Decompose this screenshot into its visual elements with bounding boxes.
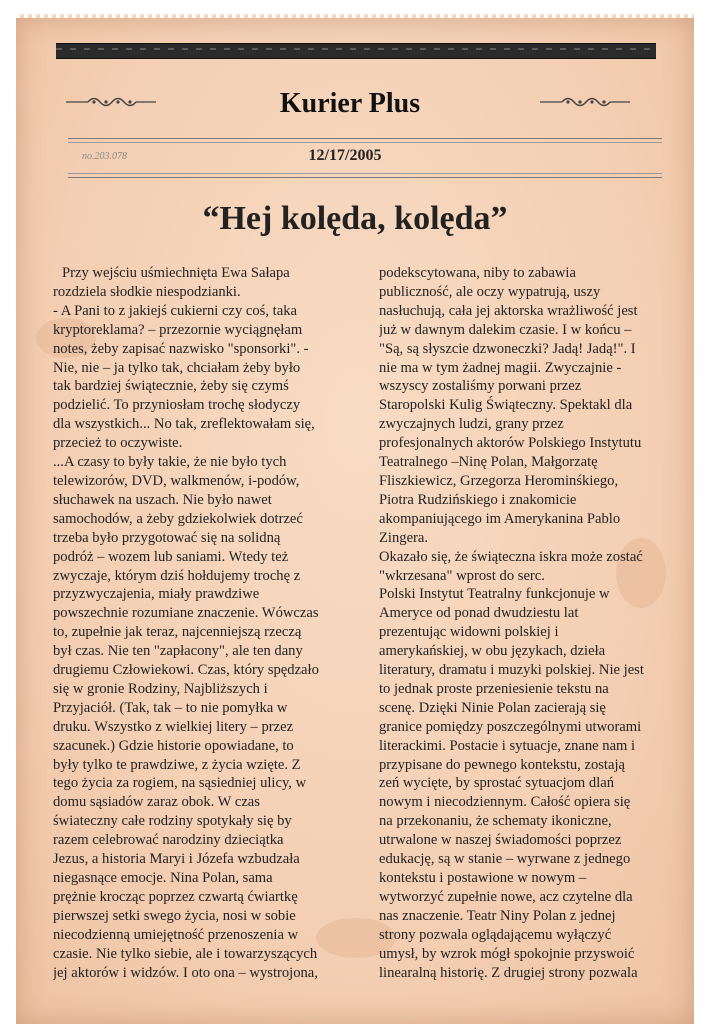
article-headline: “Hej kolęda, kolęda”: [202, 200, 508, 237]
article-line: Okazało się, że świąteczna iskra może zostać: [379, 548, 643, 565]
article-line: na przekonaniu, że schematy ikoniczne,: [379, 813, 612, 830]
article-line: zeń wycięte, by sprostać sytuacjom dlań: [379, 775, 615, 792]
article-line: Teatralnego –Ninę Polan, Małgorzatę: [379, 454, 598, 471]
article-line: publiczność, ale oczy wypatrują, uszy: [379, 283, 601, 300]
article-line: prężnie krocząc poprzez czwartą ćwiartkę: [53, 888, 298, 905]
article-line: zwyczaje, którym dziś hołdujemy trochę z: [53, 567, 301, 584]
article-column-left: [53, 264, 343, 994]
flourish-ornament-icon: [66, 94, 156, 110]
article-column-right: [379, 264, 669, 994]
article-line: umysł, by wzrok mógł spokojnie przyswoić: [379, 945, 635, 962]
article-line: nas znaczenie. Teatr Niny Polan z jednej: [379, 907, 616, 924]
article-line: druku. Wszystko z wielkiej litery – przez: [53, 718, 294, 735]
masthead-decorative-bar: [56, 43, 656, 59]
article-line: rozdziela słodkie niespodzianki.: [53, 283, 241, 300]
article-line: zwyczajnych ludzi, grany przez: [379, 416, 564, 433]
article-line: amerykańskiej, w obu językach, dzieła: [379, 643, 606, 660]
article-line: nasłuchują, cała jej aktorska wrażliwość jest: [379, 302, 638, 319]
article-line: drugiemu Człowiekowi. Czas, który spędzało: [53, 662, 319, 679]
article-line: przecież to oczywiste.: [53, 435, 183, 452]
article-line: linearalną historię. Z drugiej strony pozwala: [379, 964, 638, 981]
article-line: akompaniującego im Amerykanina Pablo: [379, 510, 621, 527]
article-line: granice pomiędzy poszczególnymi utworami: [379, 718, 642, 735]
article-line: edukację, są w stanie – wyrwane z jednego: [379, 851, 631, 868]
article-line: przypisane do pewnego kontekstu, zostają: [379, 756, 625, 773]
article-line: kontekstu i postawione w nowym –: [379, 870, 587, 886]
issue-number: no.203.078: [82, 151, 127, 162]
article-line: był czas. Nie ten "zapłacony", ale ten dany: [53, 643, 303, 660]
article-line: tak bardziej świątecznie, żeby się czymś: [53, 378, 289, 395]
article-line: profesjonalnych aktorów Polskiego Instytutu: [379, 435, 642, 452]
article-line: samochodów, a żeby gdziekolwiek dotrzeć: [53, 510, 303, 527]
article-line: już w dawnym dalekim czasie. I w końcu –: [379, 321, 632, 338]
article-line: telewizorów, DVD, walkmenów, i-podów,: [53, 472, 300, 489]
article-line: podzielić. To przyniosłam trochę słodyczy: [53, 397, 301, 414]
article-line: podróż – wozem lub saniami. Wtedy też: [53, 548, 289, 565]
article-line: ...A czasy to były takie, że nie było tych: [53, 454, 287, 471]
article-line: tego życia za rogiem, na sąsiedniej ulicy, w: [53, 775, 307, 792]
article-line: literatury, dramatu i muzyki polskiej. Nie jest: [379, 662, 644, 679]
article-line: wytworzyć zupełnie nowe, acz czytelne dla: [379, 888, 633, 905]
article-line: się w gronie Rodziny, Najbliższych i: [53, 680, 268, 697]
article-line: kryptoreklama? – przezornie wyciągnęłam: [53, 321, 303, 338]
article-line: Zingera.: [379, 529, 429, 546]
article-line: Jezus, a historia Maryi i Józefa wzbudzała: [53, 851, 300, 868]
article-line: niegasnące emocje. Nina Polan, sama: [53, 870, 273, 886]
article-line: Ameryce od ponad dwudziestu lat: [379, 605, 579, 622]
article-line: trzeba było przygotować się na solidną: [53, 529, 281, 546]
article-line: Piotra Rudzińskiego i znakomicie: [379, 491, 577, 508]
article-line: były tylko te prawdziwe, z życia wzięte. Z: [53, 756, 301, 773]
article-line: razem celebrować narodziny dzieciątka: [53, 832, 284, 849]
article-line: scenę. Dzięki Ninie Polan zacierają się: [379, 699, 606, 716]
article-line: strony pozwala oglądającemu wyłączyć: [379, 926, 612, 943]
article-line: literackimi. Postacie i sytuacje, znane nam i: [379, 737, 636, 754]
flourish-ornament-icon: [540, 94, 630, 110]
article-line: "wkrzesana" wprost do serc.: [379, 567, 545, 584]
article-line: słuchawek na uszach. Nie było nawet: [53, 491, 272, 508]
article-line: dla wszystkich... No tak, zreflektowałam się,: [53, 416, 315, 433]
article-line: czasie. Nie tylko siebie, ale i towarzyszących: [53, 945, 318, 962]
article-line: notes, żeby zapisać nazwisko "sponsorki". -: [53, 340, 309, 357]
article-line: Polski Instytut Teatralny funkcjonuje w: [379, 586, 610, 603]
issue-date: 12/17/2005: [308, 147, 382, 164]
article-line: "Są, są słyszcie dzwoneczki? Jadą! Jadą!". I: [379, 340, 636, 357]
article-line: utrwalone w naszej świadomości poprzez: [379, 832, 622, 849]
article-line: Przy wejściu uśmiechnięta Ewa Sałapa: [62, 265, 290, 281]
article-line: podekscytowana, niby to zabawia: [379, 265, 576, 281]
article-line: przyzwyczajenia, miały prawdziwe: [53, 586, 260, 603]
article-line: wszyscy zostaliśmy porwani przez: [379, 378, 582, 395]
article-line: Przyjaciół. (Tak, tak – to nie pomyłka w: [53, 699, 288, 716]
article-line: świateczny całe rodziny spotykały się by: [53, 813, 292, 830]
article-line: jej aktorów i widzów. I oto ona – wystrojona,: [53, 964, 318, 981]
article-line: domu sąsiadów zaraz obok. W czas: [53, 794, 260, 811]
article-line: pierwszej setki swego życia, nosi w sobie: [53, 907, 296, 924]
article-line: Fliszkiewicz, Grzegorza Herominśkiego,: [379, 472, 619, 489]
article-line: nowym i niecodziennym. Całość opiera się: [379, 794, 631, 811]
article-line: - A Pani to z jakiejś cukierni czy coś, taka: [53, 302, 297, 319]
article-line: Nie, nie – ja tylko tak, chciałam żeby było: [53, 359, 301, 376]
article-line: to, zupełnie jak teraz, najcenniejszą rzeczą: [53, 624, 302, 641]
article-line: szacunek.) Gdzie historie opowiadane, to: [53, 737, 294, 754]
article-line: nie ma w tym żadnej magii. Zwyczajnie -: [379, 359, 622, 376]
newspaper-title: Kurier Plus: [279, 88, 421, 119]
article-line: niecodzienną umiejętność przenoszenia w: [53, 926, 299, 943]
article-line: powszechnie rozumiane znaczenie. Wówczas: [53, 605, 319, 622]
article-line: Staropolski Kulig Świąteczny. Spektakl dla: [379, 397, 633, 414]
article-line: prezentując widowni polskiej i: [379, 624, 559, 641]
article-line: to jednak proste przeniesienie tekstu na: [379, 680, 609, 697]
